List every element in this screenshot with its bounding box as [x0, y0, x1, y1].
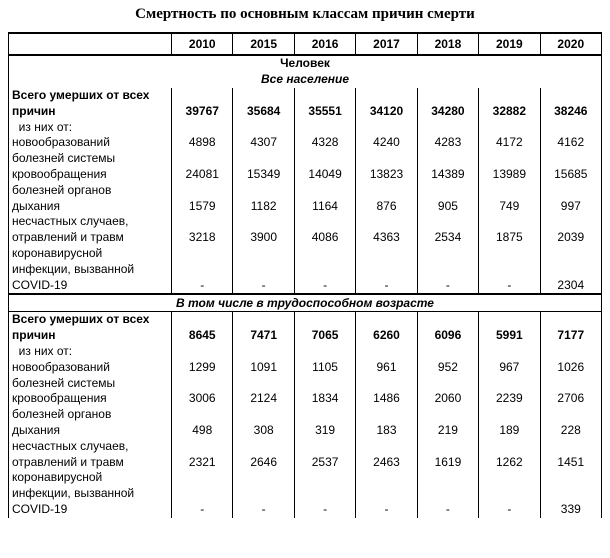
- value-cell: 34280: [417, 88, 478, 120]
- value-cell: 4363: [356, 214, 417, 246]
- table-row: [9, 470, 602, 517]
- value-cell: -: [233, 470, 294, 517]
- row-label-line: дыхания: [12, 422, 60, 437]
- value-cell: 1026: [540, 360, 601, 376]
- year-header-cell: 2015: [233, 33, 294, 55]
- row-label-cell: [9, 470, 172, 517]
- table-row: [9, 246, 602, 294]
- value-cell: 5991: [479, 312, 540, 344]
- value-cell: 6260: [356, 312, 417, 344]
- value-cell: 7471: [233, 312, 294, 344]
- year-header-cell: 2010: [172, 33, 233, 55]
- value-cell: 1091: [233, 360, 294, 376]
- row-label-cell: [9, 246, 172, 294]
- unit-label: Человек: [280, 56, 330, 70]
- row-label-cell: [9, 360, 172, 376]
- value-cell: 2124: [233, 376, 294, 408]
- value-cell: [233, 344, 294, 360]
- value-cell: 2304: [540, 246, 601, 294]
- row-label-line: болезней системы: [12, 375, 116, 390]
- table-row: [9, 135, 602, 151]
- section-header-row: [9, 294, 602, 312]
- value-cell: -: [479, 246, 540, 294]
- row-label-line: коронавирусной: [12, 245, 103, 260]
- row-label-line: из них от:: [12, 119, 73, 134]
- value-cell: [294, 344, 355, 360]
- row-label-cell: [9, 120, 172, 136]
- row-label-line: болезней системы: [12, 151, 116, 166]
- value-cell: 1619: [417, 439, 478, 471]
- value-cell: -: [233, 246, 294, 294]
- section-title: Все население: [261, 72, 349, 86]
- value-cell: -: [172, 470, 233, 517]
- value-cell: [356, 120, 417, 136]
- value-cell: 2534: [417, 214, 478, 246]
- table-row: [9, 214, 602, 246]
- value-cell: -: [417, 470, 478, 517]
- value-cell: 2239: [479, 376, 540, 408]
- row-label-line: причин: [12, 328, 56, 343]
- row-label-cell: [9, 344, 172, 360]
- value-cell: [417, 344, 478, 360]
- value-cell: 1182: [233, 183, 294, 215]
- value-cell: 1299: [172, 360, 233, 376]
- row-label-cell: [9, 312, 172, 344]
- value-cell: 4172: [479, 135, 540, 151]
- value-cell: 2321: [172, 439, 233, 471]
- section-header-cell: В том числе в трудоспособном возрасте: [9, 294, 602, 312]
- row-label-cell: [9, 214, 172, 246]
- table-row: [9, 376, 602, 408]
- value-cell: -: [356, 470, 417, 517]
- row-label-line: отравлений и травм: [12, 230, 124, 245]
- table-row: [9, 88, 602, 120]
- year-header-cell: 2019: [479, 33, 540, 55]
- value-cell: 1579: [172, 183, 233, 215]
- value-cell: 38246: [540, 88, 601, 120]
- value-cell: 2706: [540, 376, 601, 408]
- value-cell: [172, 120, 233, 136]
- table-row: [9, 312, 602, 344]
- value-cell: 4240: [356, 135, 417, 151]
- table-row: [9, 183, 602, 215]
- row-label-line: инфекции, вызванной: [12, 486, 135, 501]
- value-cell: 35551: [294, 88, 355, 120]
- section-header-cell: [9, 55, 602, 88]
- value-cell: 2060: [417, 376, 478, 408]
- row-label-cell: [9, 439, 172, 471]
- value-cell: -: [294, 246, 355, 294]
- value-cell: 39767: [172, 88, 233, 120]
- value-cell: 997: [540, 183, 601, 215]
- year-header-cell: 2020: [540, 33, 601, 55]
- mortality-table: [8, 32, 602, 518]
- year-header-cell: 2016: [294, 33, 355, 55]
- row-label-line: коронавирусной: [12, 470, 103, 485]
- value-cell: -: [356, 246, 417, 294]
- row-label-line: несчастных случаев,: [12, 214, 129, 229]
- value-cell: [417, 120, 478, 136]
- value-cell: 4328: [294, 135, 355, 151]
- value-cell: [294, 120, 355, 136]
- value-cell: 1875: [479, 214, 540, 246]
- value-cell: 6096: [417, 312, 478, 344]
- value-cell: 1834: [294, 376, 355, 408]
- row-label-line: новообразований: [12, 359, 110, 374]
- value-cell: 4162: [540, 135, 601, 151]
- value-cell: 24081: [172, 151, 233, 183]
- value-cell: 1262: [479, 439, 540, 471]
- value-cell: 876: [356, 183, 417, 215]
- row-label-cell: [9, 183, 172, 215]
- section-header-row: [9, 55, 602, 88]
- value-cell: 961: [356, 360, 417, 376]
- row-label-line: COVID-19: [12, 501, 68, 516]
- value-cell: [479, 344, 540, 360]
- row-label-line: дыхания: [12, 198, 60, 213]
- value-cell: -: [417, 246, 478, 294]
- value-cell: 35684: [233, 88, 294, 120]
- value-cell: 952: [417, 360, 478, 376]
- value-cell: 13823: [356, 151, 417, 183]
- row-label-line: причин: [12, 103, 56, 118]
- value-cell: 2646: [233, 439, 294, 471]
- row-label-line: новообразований: [12, 135, 110, 150]
- value-cell: 2463: [356, 439, 417, 471]
- value-cell: 749: [479, 183, 540, 215]
- value-cell: -: [479, 470, 540, 517]
- value-cell: [233, 120, 294, 136]
- value-cell: 1451: [540, 439, 601, 471]
- year-header-cell: 2017: [356, 33, 417, 55]
- table-row: [9, 439, 602, 471]
- value-cell: [540, 120, 601, 136]
- value-cell: -: [172, 246, 233, 294]
- value-cell: 319: [294, 407, 355, 439]
- value-cell: 4307: [233, 135, 294, 151]
- value-cell: 34120: [356, 88, 417, 120]
- value-cell: 228: [540, 407, 601, 439]
- value-cell: 7177: [540, 312, 601, 344]
- value-cell: 2537: [294, 439, 355, 471]
- value-cell: 3218: [172, 214, 233, 246]
- value-cell: 2039: [540, 214, 601, 246]
- value-cell: [479, 120, 540, 136]
- header-corner-cell: [9, 33, 172, 55]
- table-row: [9, 120, 602, 136]
- row-label-line: из них от:: [12, 343, 73, 358]
- value-cell: 13989: [479, 151, 540, 183]
- value-cell: 498: [172, 407, 233, 439]
- value-cell: 1105: [294, 360, 355, 376]
- table-row: [9, 407, 602, 439]
- year-header-cell: 2018: [417, 33, 478, 55]
- row-label-line: болезней органов: [12, 182, 112, 197]
- value-cell: 1164: [294, 183, 355, 215]
- row-label-line: кровообращения: [12, 391, 107, 406]
- value-cell: 4898: [172, 135, 233, 151]
- row-label-line: отравлений и травм: [12, 454, 124, 469]
- row-label-cell: [9, 407, 172, 439]
- value-cell: 4086: [294, 214, 355, 246]
- value-cell: 3900: [233, 214, 294, 246]
- value-cell: [540, 344, 601, 360]
- value-cell: 308: [233, 407, 294, 439]
- value-cell: 15349: [233, 151, 294, 183]
- value-cell: 3006: [172, 376, 233, 408]
- row-label-cell: [9, 135, 172, 151]
- value-cell: 32882: [479, 88, 540, 120]
- value-cell: -: [294, 470, 355, 517]
- value-cell: 8645: [172, 312, 233, 344]
- page-title: Смертность по основным классам причин смерти: [135, 6, 475, 22]
- value-cell: 15685: [540, 151, 601, 183]
- row-label-line: кровообращения: [12, 166, 107, 181]
- value-cell: [356, 344, 417, 360]
- row-label-line: Всего умерших от всех: [12, 312, 150, 327]
- value-cell: 1486: [356, 376, 417, 408]
- value-cell: 14049: [294, 151, 355, 183]
- table-row: [9, 344, 602, 360]
- row-label-cell: [9, 88, 172, 120]
- value-cell: 189: [479, 407, 540, 439]
- row-label-cell: [9, 376, 172, 408]
- value-cell: 4283: [417, 135, 478, 151]
- value-cell: 7065: [294, 312, 355, 344]
- row-label-line: Всего умерших от всех: [12, 88, 150, 102]
- value-cell: 14389: [417, 151, 478, 183]
- value-cell: 967: [479, 360, 540, 376]
- row-label-line: несчастных случаев,: [12, 438, 129, 453]
- table-row: [9, 360, 602, 376]
- table-row: [9, 151, 602, 183]
- row-label-cell: [9, 151, 172, 183]
- value-cell: 219: [417, 407, 478, 439]
- value-cell: 339: [540, 470, 601, 517]
- row-label-line: инфекции, вызванной: [12, 261, 135, 276]
- year-header-row: [9, 33, 602, 55]
- row-label-line: COVID-19: [12, 277, 68, 292]
- value-cell: 905: [417, 183, 478, 215]
- value-cell: [172, 344, 233, 360]
- row-label-line: болезней органов: [12, 407, 112, 422]
- value-cell: 183: [356, 407, 417, 439]
